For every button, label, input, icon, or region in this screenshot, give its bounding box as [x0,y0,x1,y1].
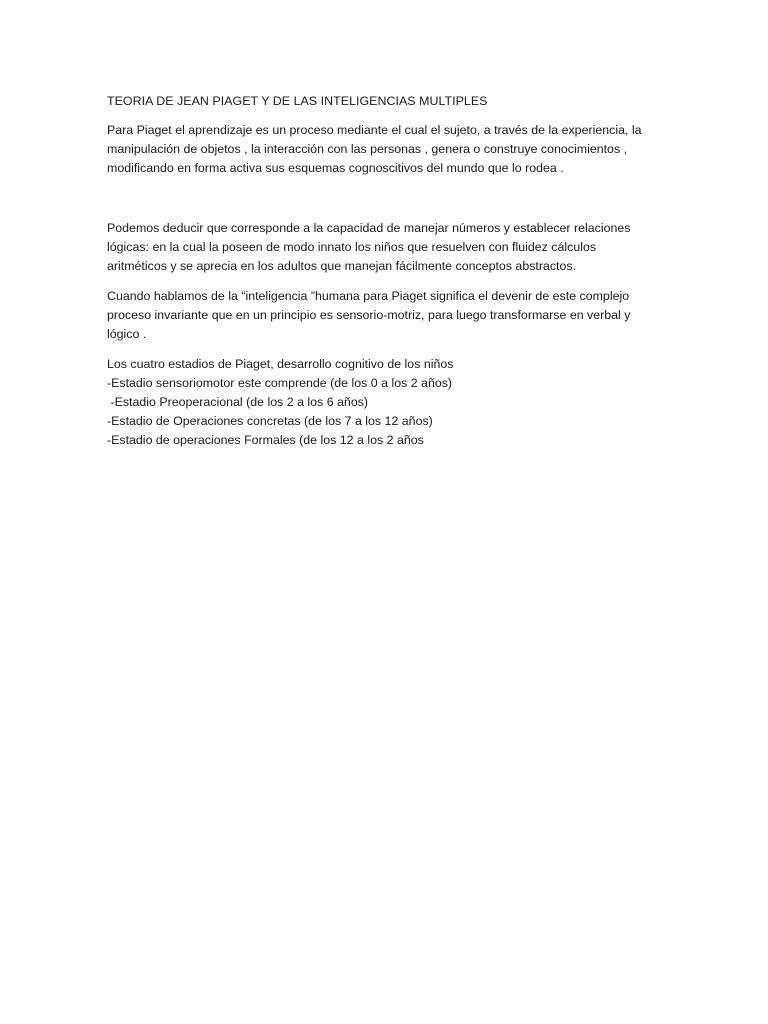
stage-item-operaciones-formales: -Estadio de operaciones Formales (de los 12 a los 2 años [107,433,424,447]
paragraph-line: lógicas: en la cual la poseen de modo innato los niños que resuelven con fluidez cálculos [107,240,597,254]
stage-item-sensoriomotor: -Estadio sensoriomotor este comprende (de los 0 a los 2 años) [107,376,453,390]
paragraph-line: modificando en forma activa sus esquemas cognoscitivos del mundo que lo rodea . [107,161,564,175]
paragraph-line: lógico . [107,327,147,341]
blank-spacer [107,189,652,219]
stages-intro: Los cuatro estadios de Piaget, desarrollo cognitivo de los niños [107,357,454,371]
stage-item-preoperacional: -Estadio Preoperacional (de los 2 a los 6 años) [107,395,369,409]
document-body [107,92,652,450]
document-title: TEORIA DE JEAN PIAGET Y DE LAS INTELIGENCIAS MULTIPLES [107,94,488,108]
paragraph-line: Para Piaget el aprendizaje es un proceso mediante el cual el sujeto, a través de la experiencia, la [107,123,642,137]
paragraph-aprendizaje [107,121,652,178]
paragraph-line: proceso invariante que en un principio es sensorio-motriz, para luego transformarse en verbal y [107,308,631,322]
stage-item-operaciones-concretas: -Estadio de Operaciones concretas (de los 7 a los 12 años) [107,414,433,428]
paragraph-line: manipulación de objetos , la interacción con las personas , genera o construye conocimientos , [107,142,628,156]
paragraph-line: Podemos deducir que corresponde a la capacidad de manejar números y establecer relaciones [107,221,631,235]
paragraph-inteligencia [107,287,652,344]
paragraph-capacidad [107,219,652,276]
paragraph-line: aritméticos y se aprecia en los adultos que manejan fácilmente conceptos abstractos. [107,259,577,273]
stages-list [107,355,652,450]
paragraph-line: Cuando hablamos de la “inteligencia ”humana para Piaget significa el devenir de este complejo [107,289,630,303]
